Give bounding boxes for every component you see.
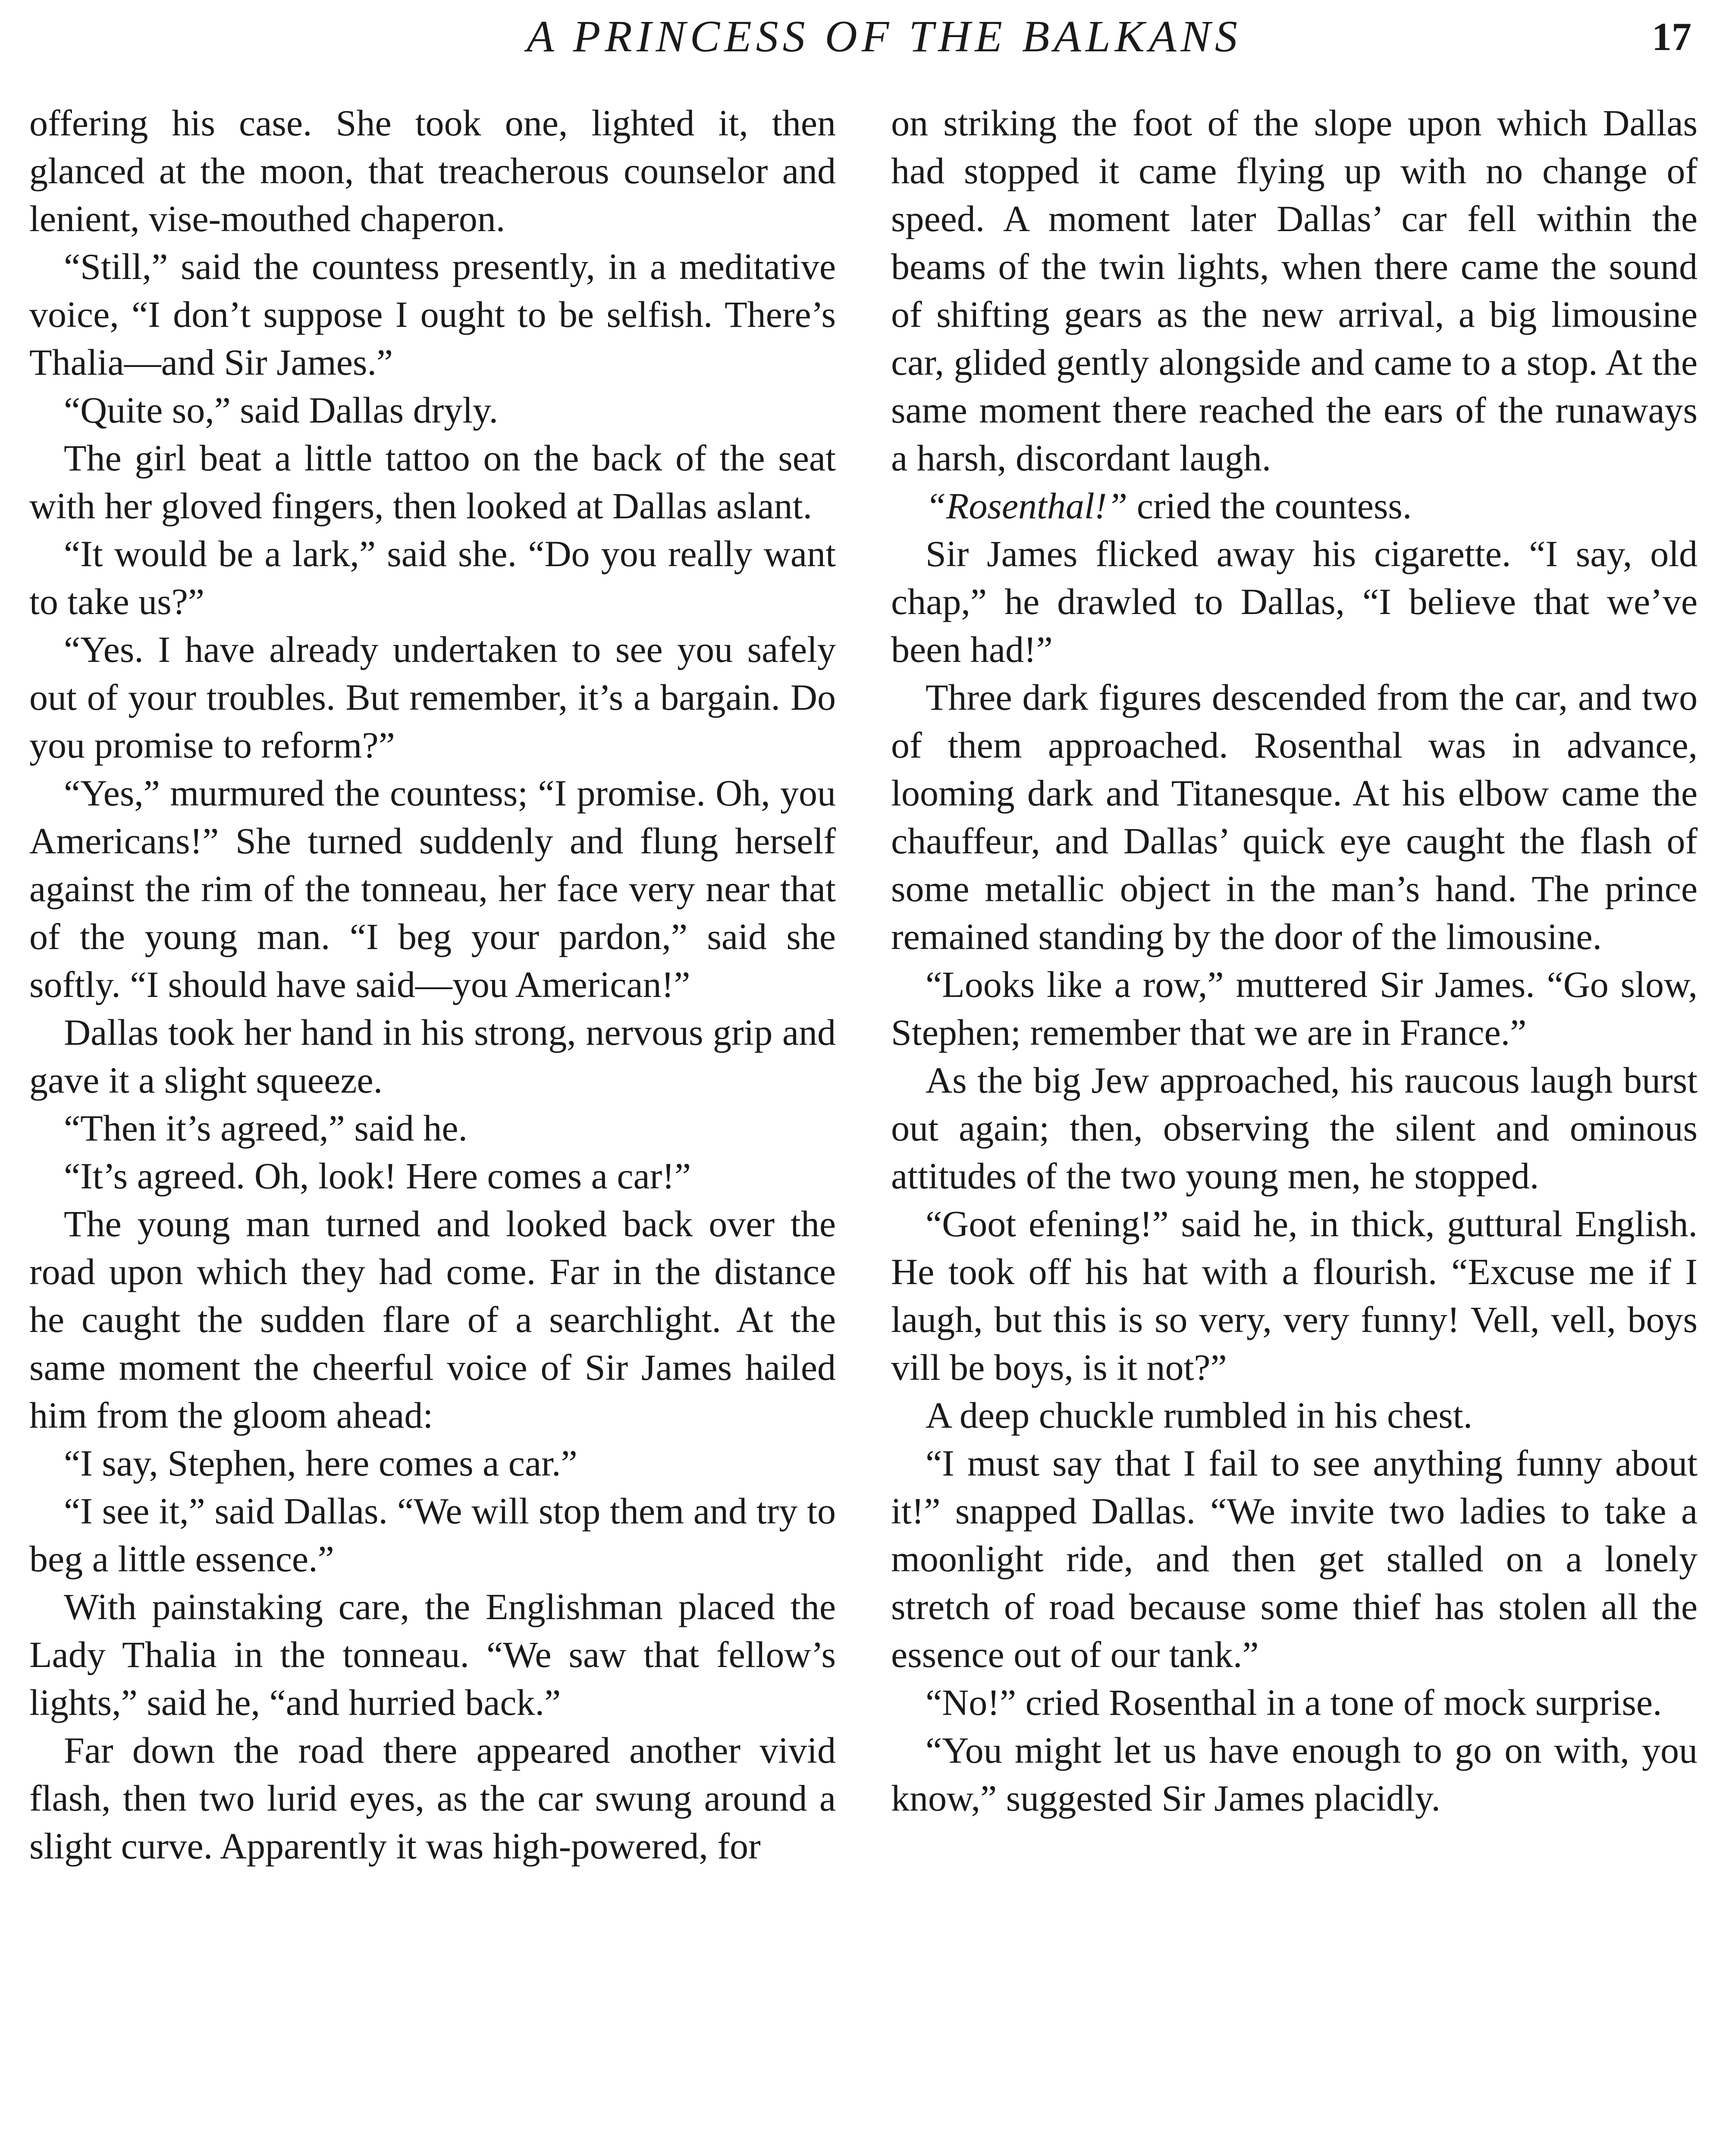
paragraph-text: “Yes,” murmured the countess; “I promise. Oh, you Americans!” She turned suddenly and flung herself against the rim of the tonneau, her face very near that of the young man. “I beg your pardon,” said she softly. “I should have said—you American!” — [29, 772, 836, 1005]
paragraph-text: “No!” cried Rosenthal in a tone of mock surprise. — [926, 1682, 1662, 1723]
paragraph-text: “I must say that I fail to see anything funny about it!” snapped Dallas. “We invite two ladies to take a moonlight ride, and then get stalled on a lonely stretch of road because some thief has stolen all the essence out of our tank.” — [891, 1442, 1698, 1675]
paragraph-text: Far down the road there appeared another vivid flash, then two lurid eyes, as the car swung around a slight curve. Apparently it was high-powered, for — [29, 1730, 836, 1867]
paragraph-text: The girl beat a little tattoo on the back of the seat with her gloved fingers, then looked at Dallas aslant. — [29, 437, 836, 526]
paragraph — [891, 99, 1698, 482]
emphasis: “Rosenthal!” — [926, 485, 1128, 526]
paragraph-text: “I see it,” said Dallas. “We will stop them and try to beg a little essence.” — [29, 1490, 836, 1579]
paragraph-text: cried the countess. — [1127, 485, 1412, 526]
paragraph-text: A deep chuckle rumbled in his chest. — [926, 1395, 1473, 1436]
paragraph — [29, 99, 836, 243]
paragraph — [891, 1200, 1698, 1391]
paragraph — [891, 530, 1698, 674]
paragraph — [891, 674, 1698, 961]
paragraph-text: on striking the foot of the slope upon which Dallas had stopped it came flying up with no change of speed. A moment later Dallas’ car fell within the beams of the twin lights, when there came the sound of shifting gears as the new arrival, a big limousine car, glided gently alongside and came to a stop. At the same moment there reached the ears of the runaways a harsh, discordant laugh. — [891, 102, 1698, 479]
paragraph-text: “I say, Stephen, here comes a car.” — [64, 1442, 577, 1484]
paragraph — [29, 434, 836, 530]
paragraph-text: “Still,” said the countess presently, in a meditative voice, “I don’t suppose I ought to be selfish. There’s Thalia—and Sir James.” — [29, 246, 836, 383]
paragraph-text: Dallas took her hand in his strong, nervous grip and gave it a slight squeeze. — [29, 1012, 836, 1101]
paragraph — [891, 1679, 1698, 1727]
paragraph-text: Sir James flicked away his cigarette. “I say, old chap,” he drawled to Dallas, “I believe that we’ve been had!” — [891, 533, 1698, 670]
paragraph-text: offering his case. She took one, lighted it, then glanced at the moon, that treacherous counselor and lenient, vise-mouthed chaperon. — [29, 102, 836, 239]
right-column — [891, 99, 1698, 2156]
paragraph-text: “It would be a lark,” said she. “Do you really want to take us?” — [29, 533, 836, 622]
paragraph-text: “Then it’s agreed,” said he. — [64, 1107, 468, 1149]
paragraph — [29, 1009, 836, 1104]
page-number: 17 — [1652, 15, 1691, 59]
paragraph — [29, 769, 836, 1009]
left-column — [29, 99, 836, 2156]
paragraph — [891, 1439, 1698, 1679]
paragraph-text: With painstaking care, the Englishman placed the Lady Thalia in the tonneau. “We saw that fellow’s lights,” said he, “and hurried back.” — [29, 1586, 836, 1723]
paragraph — [891, 1727, 1698, 1822]
paragraph — [29, 1727, 836, 1870]
paragraph-text: “Looks like a row,” muttered Sir James. “Go slow, Stephen; remember that we are in France.” — [891, 964, 1698, 1053]
paragraph-text: “Yes. I have already undertaken to see you safely out of your troubles. But remember, it’s a bargain. Do you promise to reform?” — [29, 629, 836, 766]
paragraph-text: “Quite so,” said Dallas dryly. — [64, 389, 499, 431]
paragraph — [29, 1583, 836, 1727]
paragraph — [29, 386, 836, 434]
paragraph-text: Three dark figures descended from the car, and two of them approached. Rosenthal was in advance, looming dark and Titanesque. At his elbow came the chauffeur, and Dallas’ quick eye caught the flash of some metallic object in the man’s hand. The prince remained standing by the door of the limousine. — [891, 677, 1698, 957]
paragraph-text: The young man turned and looked back over the road upon which they had come. Far in the distance he caught the sudden flare of a searchlight. At the same moment the cheerful voice of Sir James hailed him from the gloom ahead: — [29, 1203, 836, 1436]
paragraph — [29, 1439, 836, 1487]
paragraph — [891, 1391, 1698, 1439]
page-header — [0, 6, 1726, 71]
paragraph — [29, 1200, 836, 1439]
paragraph — [29, 530, 836, 626]
paragraph — [891, 482, 1698, 530]
paragraph — [29, 1487, 836, 1583]
paragraph — [29, 1152, 836, 1200]
paragraph-text: “Goot efening!” said he, in thick, guttural English. He took off his hat with a flourish. “Excuse me if I laugh, but this is so very, very funny! Vell, vell, boys vill be boys, is it not?” — [891, 1203, 1698, 1388]
paragraph — [29, 243, 836, 386]
paragraph — [891, 961, 1698, 1056]
paragraph-text: “It’s agreed. Oh, look! Here comes a car!” — [64, 1155, 691, 1197]
paragraph — [891, 1056, 1698, 1200]
running-title: A PRINCESS OF THE BALKANS — [527, 12, 1242, 61]
paragraph — [29, 626, 836, 769]
paragraph-text: “You might let us have enough to go on with, you know,” suggested Sir James placidly. — [891, 1730, 1698, 1819]
paragraph-text: As the big Jew approached, his raucous laugh burst out again; then, observing the silent and ominous attitudes of the two young men, he stopped. — [891, 1059, 1698, 1197]
paragraph — [29, 1104, 836, 1152]
